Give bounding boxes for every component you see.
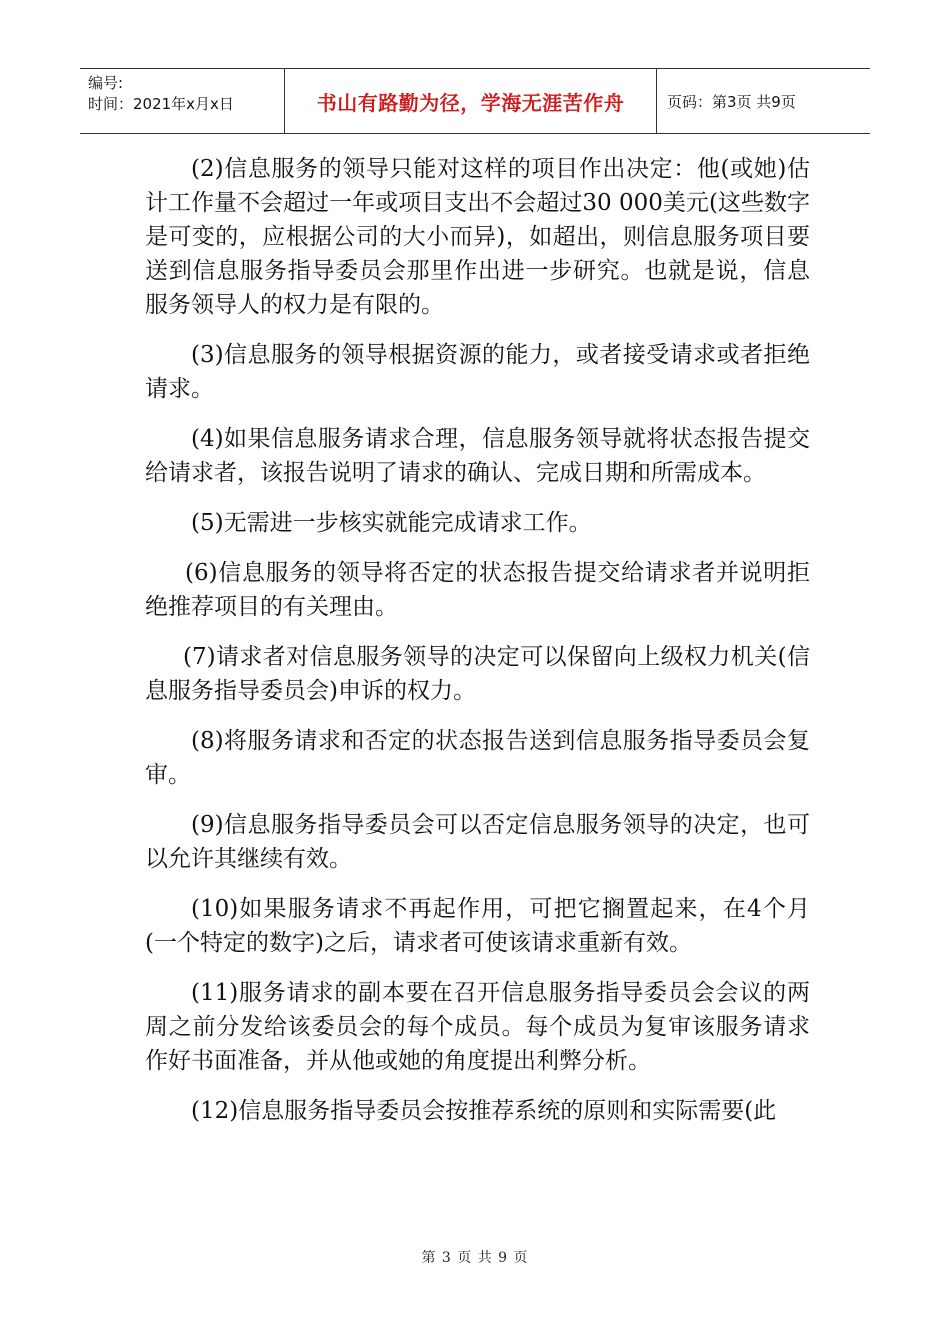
paragraph-8: (8)将服务请求和否定的状态报告送到信息服务指导委员会复审。 xyxy=(145,728,810,788)
document-header xyxy=(80,68,870,134)
paragraph-12: (12)信息服务指导委员会按推荐系统的原则和实际需要(此 xyxy=(191,1098,777,1124)
header-motto: 书山有路勤为径，学海无涯苦作舟 xyxy=(285,69,657,133)
paragraph-2: (2)信息服务的领导只能对这样的项目作出决定：他(或她)估计工作量不会超过一年或项目支出不会超过30 000美元(这些数字是可变的，应根据公司的大小而异)，如超出，则信息服务项目要送到信息服务指导委员会那里作出进一步研究。也就是说，信息服务领导人的权力是有限的。 xyxy=(145,156,810,318)
header-page-info: 页码：第3页 共9页 xyxy=(667,92,796,111)
paragraph-4: (4)如果信息服务请求合理，信息服务领导就将状态报告提交给请求者，该报告说明了请求的确认、完成日期和所需成本。 xyxy=(145,426,810,486)
paragraph-3: (3)信息服务的领导根据资源的能力，或者接受请求或者拒绝请求。 xyxy=(145,342,810,402)
paragraph-11: (11)服务请求的副本要在召开信息服务指导委员会会议的两周之前分发给该委员会的每个成员。每个成员为复审该服务请求作好书面准备，并从他或她的角度提出利弊分析。 xyxy=(145,980,810,1074)
paragraph-5: (5)无需进一步核实就能完成请求工作。 xyxy=(191,510,592,536)
paragraph-7: (7)请求者对信息服务领导的决定可以保留向上级权力机关(信息服务指导委员会)申诉的权力。 xyxy=(145,644,810,704)
paragraph-10: (10)如果服务请求不再起作用，可把它搁置起来，在4个月(一个特定的数字)之后，请求者可使该请求重新有效。 xyxy=(145,896,810,956)
number-label: 编号: xyxy=(88,74,124,92)
paragraph-6: (6)信息服务的领导将否定的状态报告提交给请求者并说明拒绝推荐项目的有关理由。 xyxy=(145,560,810,620)
paragraph-9: (9)信息服务指导委员会可以否定信息服务领导的决定，也可以允许其继续有效。 xyxy=(145,812,810,872)
header-meta xyxy=(80,69,285,133)
time-label: 时间：2021年x月x日 xyxy=(88,95,234,113)
page-footer: 第 3 页 共 9 页 xyxy=(421,1250,529,1266)
document-body xyxy=(145,152,810,1144)
